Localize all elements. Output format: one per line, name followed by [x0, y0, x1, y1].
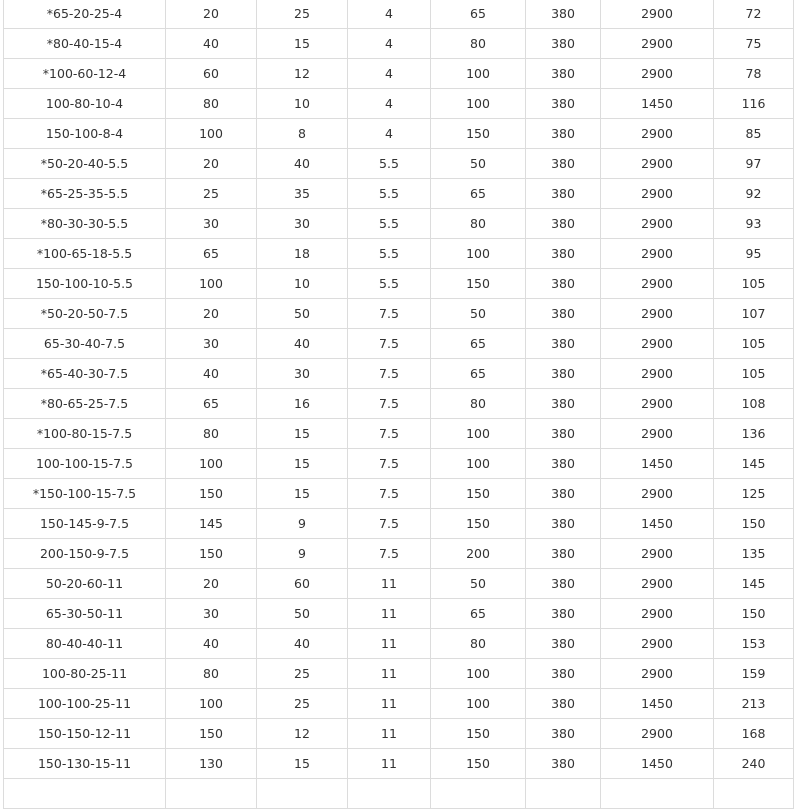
cell-speed: 2900	[601, 119, 714, 149]
cell-weight: 75	[714, 29, 794, 59]
cell-port: 150	[431, 119, 526, 149]
cell-model: *65-25-35-5.5	[4, 179, 166, 209]
cell-weight: 135	[714, 539, 794, 569]
cell-head: 30	[257, 359, 348, 389]
cell-speed: 1450	[601, 89, 714, 119]
cell-voltage: 380	[526, 149, 601, 179]
cell-power: 11	[348, 659, 431, 689]
cell-flow: 150	[166, 539, 257, 569]
table-row	[4, 449, 794, 479]
cell-port: 100	[431, 89, 526, 119]
cell-speed: 1450	[601, 689, 714, 719]
cell-head: 30	[257, 209, 348, 239]
cell-port: 65	[431, 599, 526, 629]
cell-weight: 159	[714, 659, 794, 689]
cell-speed: 2900	[601, 479, 714, 509]
cell-port: 80	[431, 629, 526, 659]
cell-speed: 2900	[601, 419, 714, 449]
table-row	[4, 0, 794, 29]
cell-head: 50	[257, 299, 348, 329]
cell-model: 150-145-9-7.5	[4, 509, 166, 539]
cell-voltage: 380	[526, 269, 601, 299]
cell-weight: 125	[714, 479, 794, 509]
table-row	[4, 179, 794, 209]
cell-voltage: 380	[526, 449, 601, 479]
cell-model: *65-40-30-7.5	[4, 359, 166, 389]
cell-weight: 107	[714, 299, 794, 329]
cell-head: 12	[257, 719, 348, 749]
cell-port: 65	[431, 0, 526, 29]
table-row	[4, 59, 794, 89]
cell-head: 18	[257, 239, 348, 269]
cell-speed: 2900	[601, 29, 714, 59]
cell-power: 11	[348, 599, 431, 629]
cell-weight	[714, 779, 794, 809]
cell-flow: 80	[166, 89, 257, 119]
cell-flow: 130	[166, 749, 257, 779]
cell-weight: 92	[714, 179, 794, 209]
cell-flow	[166, 779, 257, 809]
cell-port: 50	[431, 569, 526, 599]
cell-voltage: 380	[526, 569, 601, 599]
cell-port: 80	[431, 209, 526, 239]
cell-power: 7.5	[348, 359, 431, 389]
cell-head: 8	[257, 119, 348, 149]
cell-voltage: 380	[526, 239, 601, 269]
cell-speed: 2900	[601, 0, 714, 29]
cell-port: 150	[431, 479, 526, 509]
cell-power: 4	[348, 0, 431, 29]
cell-weight: 150	[714, 599, 794, 629]
cell-power: 5.5	[348, 149, 431, 179]
table-body	[4, 0, 794, 809]
cell-model: 150-100-10-5.5	[4, 269, 166, 299]
table-row	[4, 539, 794, 569]
cell-model: *150-100-15-7.5	[4, 479, 166, 509]
cell-flow: 20	[166, 569, 257, 599]
cell-power: 11	[348, 749, 431, 779]
table-row	[4, 359, 794, 389]
cell-power: 7.5	[348, 509, 431, 539]
table-row	[4, 299, 794, 329]
cell-speed: 2900	[601, 719, 714, 749]
cell-model: 80-40-40-11	[4, 629, 166, 659]
cell-flow: 100	[166, 269, 257, 299]
cell-flow: 30	[166, 329, 257, 359]
cell-voltage: 380	[526, 659, 601, 689]
cell-power: 11	[348, 719, 431, 749]
table-row	[4, 479, 794, 509]
cell-weight: 136	[714, 419, 794, 449]
cell-weight: 97	[714, 149, 794, 179]
cell-power: 11	[348, 569, 431, 599]
cell-model: 100-100-25-11	[4, 689, 166, 719]
cell-head: 40	[257, 329, 348, 359]
table-row	[4, 689, 794, 719]
cell-power: 4	[348, 89, 431, 119]
cell-flow: 60	[166, 59, 257, 89]
cell-power: 4	[348, 119, 431, 149]
table-row	[4, 419, 794, 449]
cell-speed: 2900	[601, 269, 714, 299]
table-row	[4, 629, 794, 659]
cell-port: 80	[431, 389, 526, 419]
cell-voltage: 380	[526, 209, 601, 239]
cell-port: 65	[431, 329, 526, 359]
cell-speed: 2900	[601, 359, 714, 389]
cell-weight: 105	[714, 269, 794, 299]
cell-flow: 150	[166, 479, 257, 509]
cell-weight: 95	[714, 239, 794, 269]
cell-port: 200	[431, 539, 526, 569]
table-row	[4, 149, 794, 179]
cell-model	[4, 779, 166, 809]
cell-port: 150	[431, 719, 526, 749]
cell-weight: 93	[714, 209, 794, 239]
cell-flow: 150	[166, 719, 257, 749]
cell-flow: 80	[166, 659, 257, 689]
cell-voltage: 380	[526, 119, 601, 149]
cell-head: 16	[257, 389, 348, 419]
cell-head: 15	[257, 419, 348, 449]
cell-speed: 2900	[601, 299, 714, 329]
cell-flow: 100	[166, 119, 257, 149]
cell-flow: 80	[166, 419, 257, 449]
cell-voltage: 380	[526, 59, 601, 89]
table-row	[4, 119, 794, 149]
cell-power: 7.5	[348, 419, 431, 449]
cell-voltage: 380	[526, 689, 601, 719]
cell-head: 10	[257, 89, 348, 119]
cell-head: 50	[257, 599, 348, 629]
cell-flow: 40	[166, 359, 257, 389]
cell-voltage: 380	[526, 0, 601, 29]
cell-model: *100-80-15-7.5	[4, 419, 166, 449]
cell-weight: 168	[714, 719, 794, 749]
cell-voltage: 380	[526, 419, 601, 449]
cell-power: 11	[348, 629, 431, 659]
cell-model: 50-20-60-11	[4, 569, 166, 599]
pump-spec-table-container	[3, 0, 793, 809]
cell-flow: 65	[166, 239, 257, 269]
cell-voltage	[526, 779, 601, 809]
cell-voltage: 380	[526, 509, 601, 539]
cell-head: 40	[257, 149, 348, 179]
cell-speed: 1450	[601, 749, 714, 779]
cell-power: 5.5	[348, 209, 431, 239]
cell-head: 9	[257, 539, 348, 569]
cell-model: *50-20-50-7.5	[4, 299, 166, 329]
cell-model: 65-30-40-7.5	[4, 329, 166, 359]
cell-head: 15	[257, 479, 348, 509]
cell-voltage: 380	[526, 359, 601, 389]
cell-model: 100-100-15-7.5	[4, 449, 166, 479]
table-row	[4, 749, 794, 779]
cell-speed: 2900	[601, 659, 714, 689]
cell-voltage: 380	[526, 719, 601, 749]
cell-speed: 2900	[601, 239, 714, 269]
cell-model: *50-20-40-5.5	[4, 149, 166, 179]
cell-power: 7.5	[348, 389, 431, 419]
cell-port: 100	[431, 59, 526, 89]
cell-head: 10	[257, 269, 348, 299]
cell-flow: 40	[166, 629, 257, 659]
cell-head: 25	[257, 659, 348, 689]
cell-speed: 1450	[601, 509, 714, 539]
cell-flow: 20	[166, 149, 257, 179]
cell-power: 7.5	[348, 479, 431, 509]
cell-model: 150-130-15-11	[4, 749, 166, 779]
cell-voltage: 380	[526, 179, 601, 209]
cell-voltage: 380	[526, 89, 601, 119]
cell-power: 4	[348, 59, 431, 89]
cell-port: 50	[431, 299, 526, 329]
cell-flow: 25	[166, 179, 257, 209]
cell-port: 150	[431, 509, 526, 539]
table-row	[4, 329, 794, 359]
cell-power: 4	[348, 29, 431, 59]
cell-flow: 100	[166, 449, 257, 479]
cell-speed: 2900	[601, 149, 714, 179]
cell-weight: 116	[714, 89, 794, 119]
cell-weight: 72	[714, 0, 794, 29]
cell-head: 25	[257, 0, 348, 29]
cell-model: 150-100-8-4	[4, 119, 166, 149]
cell-head: 40	[257, 629, 348, 659]
cell-port	[431, 779, 526, 809]
table-row	[4, 239, 794, 269]
cell-head: 9	[257, 509, 348, 539]
cell-power: 7.5	[348, 449, 431, 479]
cell-weight: 145	[714, 449, 794, 479]
cell-flow: 65	[166, 389, 257, 419]
table-row	[4, 659, 794, 689]
table-row	[4, 509, 794, 539]
cell-port: 100	[431, 419, 526, 449]
cell-model: *80-65-25-7.5	[4, 389, 166, 419]
table-row	[4, 269, 794, 299]
table-row	[4, 89, 794, 119]
cell-model: 100-80-25-11	[4, 659, 166, 689]
cell-weight: 150	[714, 509, 794, 539]
cell-flow: 100	[166, 689, 257, 719]
cell-voltage: 380	[526, 599, 601, 629]
cell-voltage: 380	[526, 329, 601, 359]
table-row	[4, 719, 794, 749]
cell-port: 150	[431, 269, 526, 299]
cell-voltage: 380	[526, 539, 601, 569]
cell-model: *100-60-12-4	[4, 59, 166, 89]
cell-head: 35	[257, 179, 348, 209]
cell-voltage: 380	[526, 629, 601, 659]
cell-head: 60	[257, 569, 348, 599]
cell-weight: 145	[714, 569, 794, 599]
cell-head: 15	[257, 449, 348, 479]
cell-speed: 2900	[601, 389, 714, 419]
cell-speed: 2900	[601, 329, 714, 359]
cell-head: 15	[257, 749, 348, 779]
cell-model: 150-150-12-11	[4, 719, 166, 749]
cell-weight: 78	[714, 59, 794, 89]
cell-flow: 30	[166, 599, 257, 629]
cell-port: 65	[431, 359, 526, 389]
cell-port: 65	[431, 179, 526, 209]
cell-head	[257, 779, 348, 809]
cell-model: *80-30-30-5.5	[4, 209, 166, 239]
cell-port: 100	[431, 239, 526, 269]
cell-speed: 2900	[601, 569, 714, 599]
cell-port: 80	[431, 29, 526, 59]
cell-speed: 2900	[601, 179, 714, 209]
cell-speed: 1450	[601, 449, 714, 479]
cell-weight: 105	[714, 359, 794, 389]
cell-head: 12	[257, 59, 348, 89]
cell-flow: 40	[166, 29, 257, 59]
cell-speed: 2900	[601, 599, 714, 629]
cell-weight: 213	[714, 689, 794, 719]
cell-voltage: 380	[526, 479, 601, 509]
cell-port: 100	[431, 449, 526, 479]
cell-port: 50	[431, 149, 526, 179]
table-row	[4, 779, 794, 809]
table-row	[4, 29, 794, 59]
cell-model: *80-40-15-4	[4, 29, 166, 59]
cell-voltage: 380	[526, 299, 601, 329]
cell-power: 11	[348, 689, 431, 719]
cell-model: 65-30-50-11	[4, 599, 166, 629]
cell-port: 150	[431, 749, 526, 779]
cell-port: 100	[431, 659, 526, 689]
cell-speed: 2900	[601, 629, 714, 659]
pump-spec-table	[3, 0, 794, 809]
cell-head: 25	[257, 689, 348, 719]
cell-power: 7.5	[348, 329, 431, 359]
cell-power: 7.5	[348, 299, 431, 329]
cell-model: *65-20-25-4	[4, 0, 166, 29]
cell-weight: 108	[714, 389, 794, 419]
cell-voltage: 380	[526, 389, 601, 419]
table-row	[4, 569, 794, 599]
cell-head: 15	[257, 29, 348, 59]
cell-flow: 145	[166, 509, 257, 539]
cell-weight: 85	[714, 119, 794, 149]
cell-speed: 2900	[601, 59, 714, 89]
cell-speed	[601, 779, 714, 809]
cell-model: 100-80-10-4	[4, 89, 166, 119]
table-row	[4, 209, 794, 239]
cell-weight: 153	[714, 629, 794, 659]
cell-weight: 105	[714, 329, 794, 359]
table-row	[4, 599, 794, 629]
cell-power: 5.5	[348, 269, 431, 299]
cell-power: 5.5	[348, 239, 431, 269]
cell-power: 5.5	[348, 179, 431, 209]
cell-voltage: 380	[526, 29, 601, 59]
cell-flow: 30	[166, 209, 257, 239]
cell-model: *100-65-18-5.5	[4, 239, 166, 269]
cell-power: 7.5	[348, 539, 431, 569]
cell-flow: 20	[166, 0, 257, 29]
cell-port: 100	[431, 689, 526, 719]
cell-voltage: 380	[526, 749, 601, 779]
cell-model: 200-150-9-7.5	[4, 539, 166, 569]
cell-power	[348, 779, 431, 809]
cell-weight: 240	[714, 749, 794, 779]
cell-speed: 2900	[601, 209, 714, 239]
table-row	[4, 389, 794, 419]
cell-speed: 2900	[601, 539, 714, 569]
cell-flow: 20	[166, 299, 257, 329]
